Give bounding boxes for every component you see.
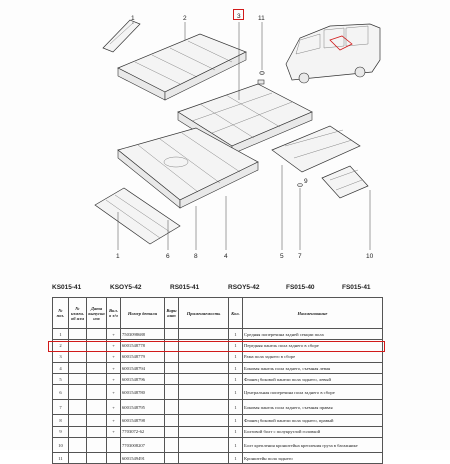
- cell-name: Средняя поперечина задней секции пола: [243, 329, 383, 340]
- cell-name: Болт крепления кронштейна крепления груза в багажнике: [243, 438, 383, 453]
- highlight-callout-box: [233, 9, 244, 20]
- cell-applicability: [179, 400, 229, 415]
- cell-name: Боковая панель пола заднего, съемная правая: [243, 400, 383, 415]
- cell-change: [69, 385, 87, 400]
- part-rear-floor-panel: [118, 34, 246, 100]
- callout-4: 4: [224, 253, 228, 260]
- cell-applicability: [179, 329, 229, 340]
- cell-pos: 11: [53, 453, 69, 464]
- cell-name: Боковая панель пола заднего, съемная левая: [243, 362, 383, 373]
- cell-included: +: [107, 426, 121, 437]
- callout-5: 5: [280, 253, 284, 260]
- cell-applicability: [179, 426, 229, 437]
- cell-qty: 1: [229, 362, 243, 373]
- cell-change: [69, 415, 87, 426]
- table-row: [53, 374, 383, 385]
- cell-variant: [165, 351, 179, 362]
- cell-included: +: [107, 340, 121, 351]
- callout-3: 3: [237, 13, 241, 20]
- cell-pos: 5: [53, 374, 69, 385]
- table-row: [53, 329, 383, 340]
- cell-variant: [165, 400, 179, 415]
- header-name: Наименование: [243, 298, 383, 329]
- header-part-number: Номер детали: [121, 298, 165, 329]
- cell-variant: [165, 415, 179, 426]
- cell-included: +: [107, 415, 121, 426]
- callout-10: 10: [366, 253, 374, 260]
- cell-date: [87, 362, 107, 373]
- part-right-side-panel: [272, 126, 360, 172]
- table-row: [53, 385, 383, 400]
- vehicle-illustration: [286, 24, 380, 83]
- cell-pos: 2: [53, 340, 69, 351]
- callout-9: 9: [304, 178, 308, 185]
- cell-part-number: 7503098688: [121, 329, 165, 340]
- cell-qty: 1: [229, 438, 243, 453]
- cell-date: [87, 453, 107, 464]
- cell-date: [87, 438, 107, 453]
- table-row: [53, 453, 383, 464]
- cell-qty: 1: [229, 426, 243, 437]
- cell-variant: [165, 362, 179, 373]
- variant-codes-row: [52, 284, 382, 296]
- cell-applicability: [179, 362, 229, 373]
- cell-applicability: [179, 374, 229, 385]
- cell-included: +: [107, 374, 121, 385]
- cell-change: [69, 426, 87, 437]
- cell-qty: 1: [229, 415, 243, 426]
- variant-code: KSOY5-42: [110, 284, 142, 291]
- cell-variant: [165, 385, 179, 400]
- cell-date: [87, 415, 107, 426]
- header-date: Дата выпуска изв: [87, 298, 107, 329]
- cell-qty: 1: [229, 374, 243, 385]
- cell-name: Рама пола заднего в сборе: [243, 351, 383, 362]
- header-pos: № поз.: [53, 298, 69, 329]
- cell-included: +: [107, 329, 121, 340]
- variant-code: RSOY5-42: [228, 284, 260, 291]
- table-row: [53, 415, 383, 426]
- cell-name: Фланец боковой панели пола заднего, левый: [243, 374, 383, 385]
- cell-pos: 4: [53, 362, 69, 373]
- cell-change: [69, 351, 87, 362]
- cell-included: +: [107, 351, 121, 362]
- cell-part-number: 7703072-62: [121, 426, 165, 437]
- callout-1-bottom: 1: [116, 253, 120, 260]
- cell-applicability: [179, 438, 229, 453]
- header-qty: Кол.: [229, 298, 243, 329]
- cell-date: [87, 385, 107, 400]
- cell-qty: 1: [229, 385, 243, 400]
- cell-pos: 10: [53, 438, 69, 453]
- cell-pos: 6: [53, 385, 69, 400]
- cell-pos: 9: [53, 426, 69, 437]
- cell-name: Передняя панель пола заднего в сборе: [243, 340, 383, 351]
- table-row: [53, 351, 383, 362]
- header-change: № измен. об изм: [69, 298, 87, 329]
- cell-date: [87, 329, 107, 340]
- cell-qty: 1: [229, 329, 243, 340]
- callout-2: 2: [183, 15, 187, 22]
- cell-part-number: 6001548798: [121, 415, 165, 426]
- part-crossmember-top: [103, 20, 140, 52]
- cell-qty: 1: [229, 400, 243, 415]
- cell-applicability: [179, 351, 229, 362]
- cell-variant: [165, 426, 179, 437]
- cell-applicability: [179, 415, 229, 426]
- cell-part-number: 7703008207: [121, 438, 165, 453]
- highlight-row-box: [48, 341, 385, 352]
- cell-name: Кронштейн пола заднего: [243, 453, 383, 464]
- cell-included: [107, 438, 121, 453]
- callout-11: 11: [258, 15, 265, 22]
- cell-included: [107, 453, 121, 464]
- cell-change: [69, 438, 87, 453]
- cell-applicability: [179, 385, 229, 400]
- callout-7: 7: [298, 253, 302, 260]
- cell-change: [69, 362, 87, 373]
- variant-code: RS015-41: [170, 284, 200, 291]
- variant-code: FS015-40: [286, 284, 315, 291]
- parts-table: [52, 297, 383, 464]
- cell-part-number: 6001548795: [121, 400, 165, 415]
- cell-qty: 1: [229, 351, 243, 362]
- cell-pos: 1: [53, 329, 69, 340]
- cell-date: [87, 351, 107, 362]
- table-row: [53, 426, 383, 437]
- cell-qty: 1: [229, 453, 243, 464]
- cell-variant: [165, 453, 179, 464]
- cell-date: [87, 426, 107, 437]
- cell-pos: 7: [53, 400, 69, 415]
- header-applicability: Применяемость: [179, 298, 229, 329]
- cell-included: +: [107, 400, 121, 415]
- cell-part-number: 6001548794: [121, 362, 165, 373]
- cell-applicability: [179, 453, 229, 464]
- cell-change: [69, 400, 87, 415]
- cell-included: +: [107, 362, 121, 373]
- header-included: Вкл. в з/ч: [107, 298, 121, 329]
- cell-part-number: 6001548778: [121, 340, 165, 351]
- callout-8: 8: [194, 253, 198, 260]
- cell-name: Центральная поперечина пола заднего в сборе: [243, 385, 383, 400]
- cell-name: Фланец боковой панели пола заднего, правый: [243, 415, 383, 426]
- cell-variant: [165, 329, 179, 340]
- part-right-flange: [322, 166, 368, 198]
- table-row: [53, 400, 383, 415]
- cell-part-number: 6001548779: [121, 351, 165, 362]
- cell-change: [69, 374, 87, 385]
- cell-pos: 8: [53, 415, 69, 426]
- cell-change: [69, 453, 87, 464]
- cell-date: [87, 400, 107, 415]
- variant-code: KS015-41: [52, 284, 82, 291]
- variant-code: FS015-41: [342, 284, 371, 291]
- cell-qty: 1: [229, 340, 243, 351]
- cell-name: Болтовой болт с полукруглой головкой: [243, 426, 383, 437]
- callout-6: 6: [166, 253, 170, 260]
- cell-part-number: 6001548796: [121, 374, 165, 385]
- cell-part-number: 6001549491: [121, 453, 165, 464]
- table-row: [53, 362, 383, 373]
- callout-1: 1: [131, 15, 135, 22]
- cell-date: [87, 374, 107, 385]
- cell-pos: 3: [53, 351, 69, 362]
- cell-included: +: [107, 385, 121, 400]
- cell-change: [69, 329, 87, 340]
- header-variant: Вари ант: [165, 298, 179, 329]
- table-header-row: [53, 298, 383, 329]
- table-row: [53, 438, 383, 453]
- cell-variant: [165, 438, 179, 453]
- cell-variant: [165, 374, 179, 385]
- cell-part-number: 6001548780: [121, 385, 165, 400]
